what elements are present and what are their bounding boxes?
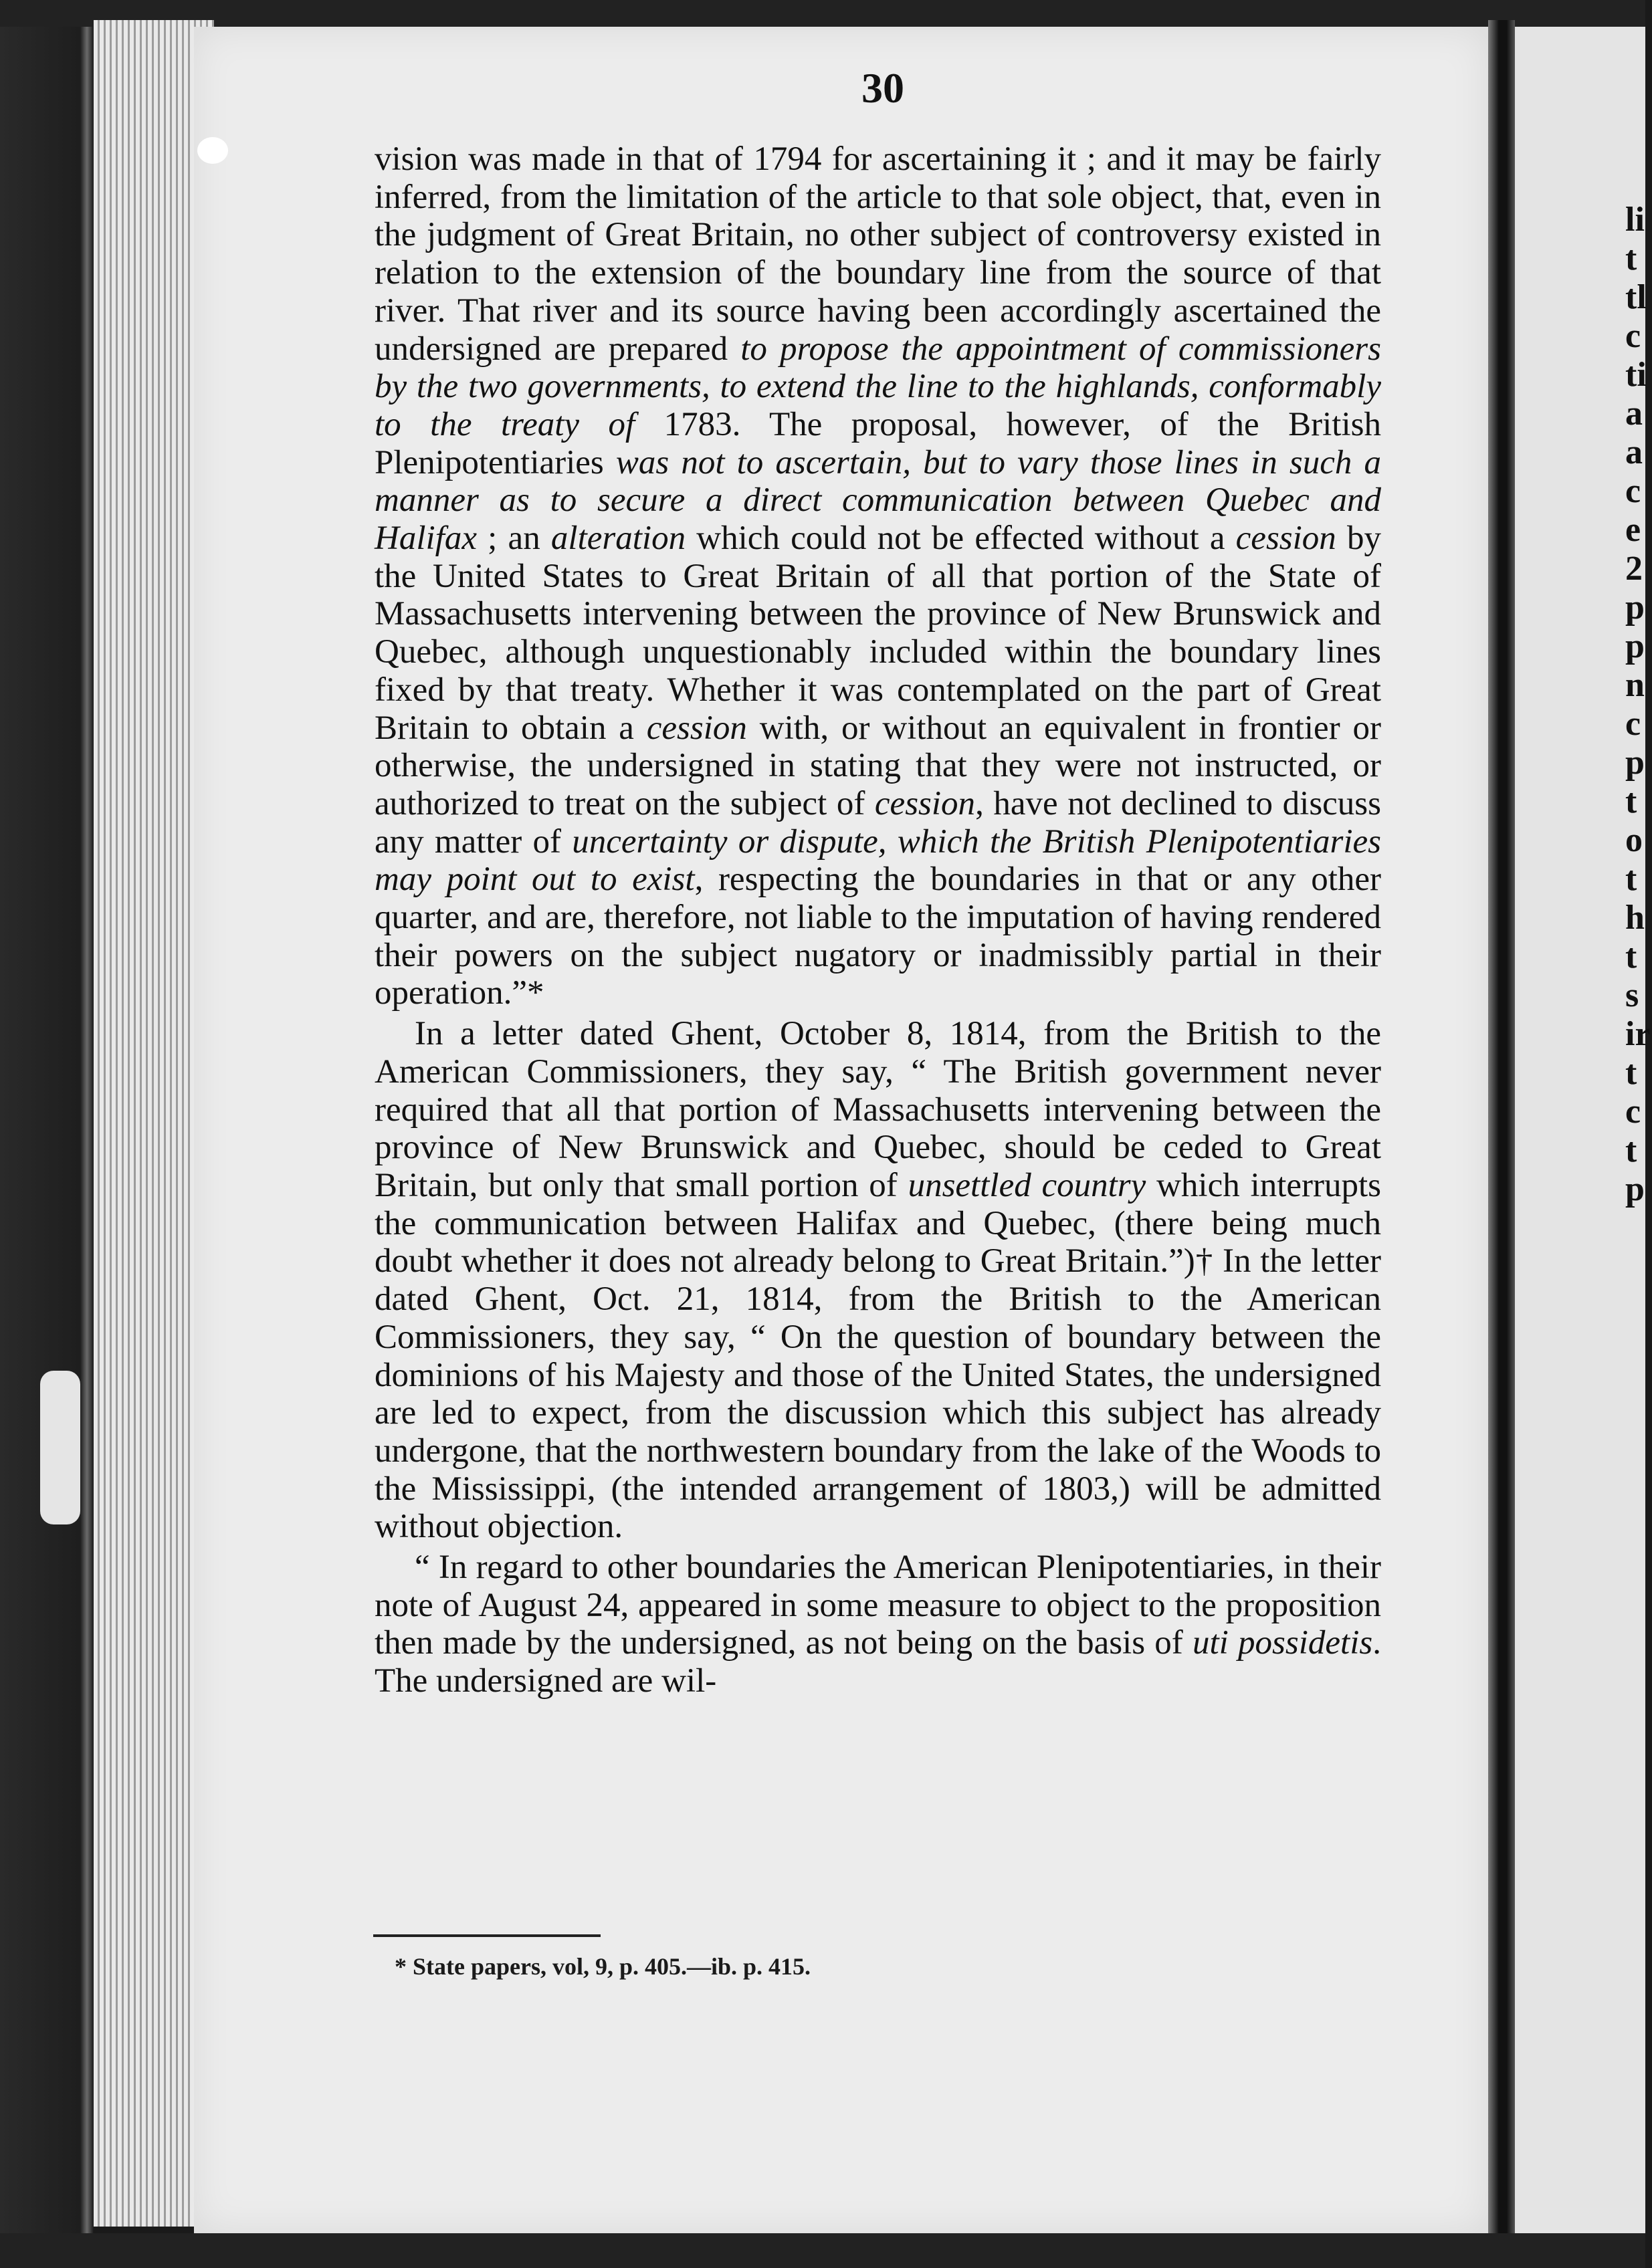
adjacent-fragment: p	[1625, 744, 1645, 782]
adjacent-fragment: a	[1625, 394, 1643, 433]
footnote-rule	[373, 1934, 601, 1937]
text-run: 1783. The proposal, however, of the British Plenipotentiaries	[375, 405, 1381, 481]
adjacent-fragment: 2	[1625, 550, 1643, 588]
italic-phrase: alteration	[550, 520, 686, 558]
adjacent-fragment: li	[1625, 201, 1645, 239]
scan-bottom-border	[0, 2233, 1645, 2268]
adjacent-fragment: a	[1625, 433, 1643, 471]
adjacent-fragment: e	[1625, 511, 1641, 549]
adjacent-fragment: t	[1625, 937, 1637, 976]
adjacent-fragment: p	[1625, 627, 1645, 665]
adjacent-fragment: s	[1625, 976, 1639, 1014]
text-run: , have not declined to discuss any matter of	[375, 784, 1381, 861]
text-run: ; an	[476, 520, 551, 558]
adjacent-fragment: ir	[1625, 1015, 1651, 1053]
italic-phrase: uncertainty or dispute, which the British Plenipotentiaries may point out to exist	[375, 822, 1381, 899]
adjacent-fragment: tl	[1625, 278, 1647, 316]
text-run: . The undersigned are wil-	[375, 1624, 1381, 1700]
scan-blemish	[40, 1371, 80, 1524]
adjacent-fragment: ti	[1625, 356, 1647, 394]
italic-phrase: cession	[1235, 520, 1336, 558]
page-number: 30	[861, 64, 904, 112]
adjacent-page-text	[1625, 201, 1652, 1209]
italic-phrase: uti possidetis	[1193, 1624, 1373, 1662]
book-gutter	[1488, 20, 1515, 2240]
italic-phrase: to propose the appointment of commissioners by the two governments, to extend the line to the highlands, conformably to the treaty of	[375, 330, 1381, 443]
text-run: with, or without an equivalent in frontier or otherwise, the undersigned in stating that they were not instructed, or authorized to treat on the subject of	[375, 709, 1381, 822]
footnote: * State papers, vol, 9, p. 405.—ib. p. 415.	[395, 1953, 811, 1980]
scan-top-border	[0, 0, 1645, 27]
adjacent-fragment: o	[1625, 821, 1643, 859]
adjacent-fragment: h	[1625, 899, 1645, 937]
italic-phrase: was not to ascertain, but to vary those lines in such a manner as to secure a direct communication between Quebec and Halifax	[375, 443, 1381, 558]
text-run: by the United States to Great Britain of all that portion of the State of Massachusetts intervening between the province of New Brunswick and Quebec, although unquestionably included within the boundary lines fixed by that treaty. Whether it was contemplated on the part of Great Britain to obtain a	[375, 520, 1382, 747]
adjacent-fragment: n	[1625, 666, 1645, 704]
text-run: which interrupts the communication between Halifax and Quebec, (there being much doubt whether it does not already belong to Great Britain.”)† In the letter dated Ghent, Oct. 21, 1814, from the British to the American Commissioners, they say, “ On the question of boundary between the dominions of his Majesty and those of the United States, the undersigned are led to expect, from the discussion which this subject has already undergone, that the northwestern boundary from the lake of the Woods to the Mississippi, (the intended arrangement of 1803,) will be admitted without objection.	[375, 1166, 1381, 1546]
text-run: In a letter dated Ghent, October 8, 1814, from the British to the American Commissioners, they say, “ The British government never required that all that portion of Massachusetts intervening between the province of New Brunswick and Quebec, should be ceded to Great Britain, but only that small portion of	[375, 1015, 1381, 1204]
paragraph-p3	[375, 1549, 1381, 1700]
text-run: “ In regard to other boundaries the American Plenipotentiaries, in their note of August 24, appeared in some measure to object to the proposition then made by the undersigned, as not being on the basis of	[375, 1549, 1381, 1662]
paragraph-p2	[375, 1015, 1381, 1546]
adjacent-fragment: c	[1625, 705, 1641, 743]
adjacent-fragment: c	[1625, 472, 1641, 510]
adjacent-fragment: c	[1625, 1093, 1641, 1131]
adjacent-fragment: t	[1625, 239, 1637, 277]
text-run: vision was made in that of 1794 for ascertaining it ; and it may be fairly inferred, from the limitation of the article to that sole object, that, even in the judgment of Great Britain, no other subject of controversy existed in relation to the extension of the boundary line from the source of that river. That river and its source having been accordingly ascertained the undersigned are prepared	[375, 140, 1381, 368]
italic-phrase: cession	[874, 784, 976, 822]
text-run: which could not be effected without a	[686, 520, 1236, 558]
italic-phrase: unsettled country	[908, 1166, 1146, 1204]
italic-phrase: cession	[646, 709, 747, 747]
adjacent-fragment: p	[1625, 588, 1645, 627]
text-run: , respecting the boundaries in that or any other quarter, and are, therefore, not liable to the imputation of having rendered their powers on the subject nugatory or inadmissibly partial in their operation.”*	[375, 861, 1381, 1012]
adjacent-fragment: t	[1625, 1054, 1637, 1092]
adjacent-fragment: t	[1625, 860, 1637, 898]
adjacent-fragment: t	[1625, 782, 1637, 820]
paragraph-p1	[375, 140, 1381, 1012]
adjacent-fragment: t	[1625, 1131, 1637, 1169]
adjacent-fragment: p	[1625, 1170, 1645, 1208]
body-text	[375, 140, 1381, 1700]
adjacent-fragment: c	[1625, 317, 1641, 355]
scan-blemish	[197, 137, 228, 164]
